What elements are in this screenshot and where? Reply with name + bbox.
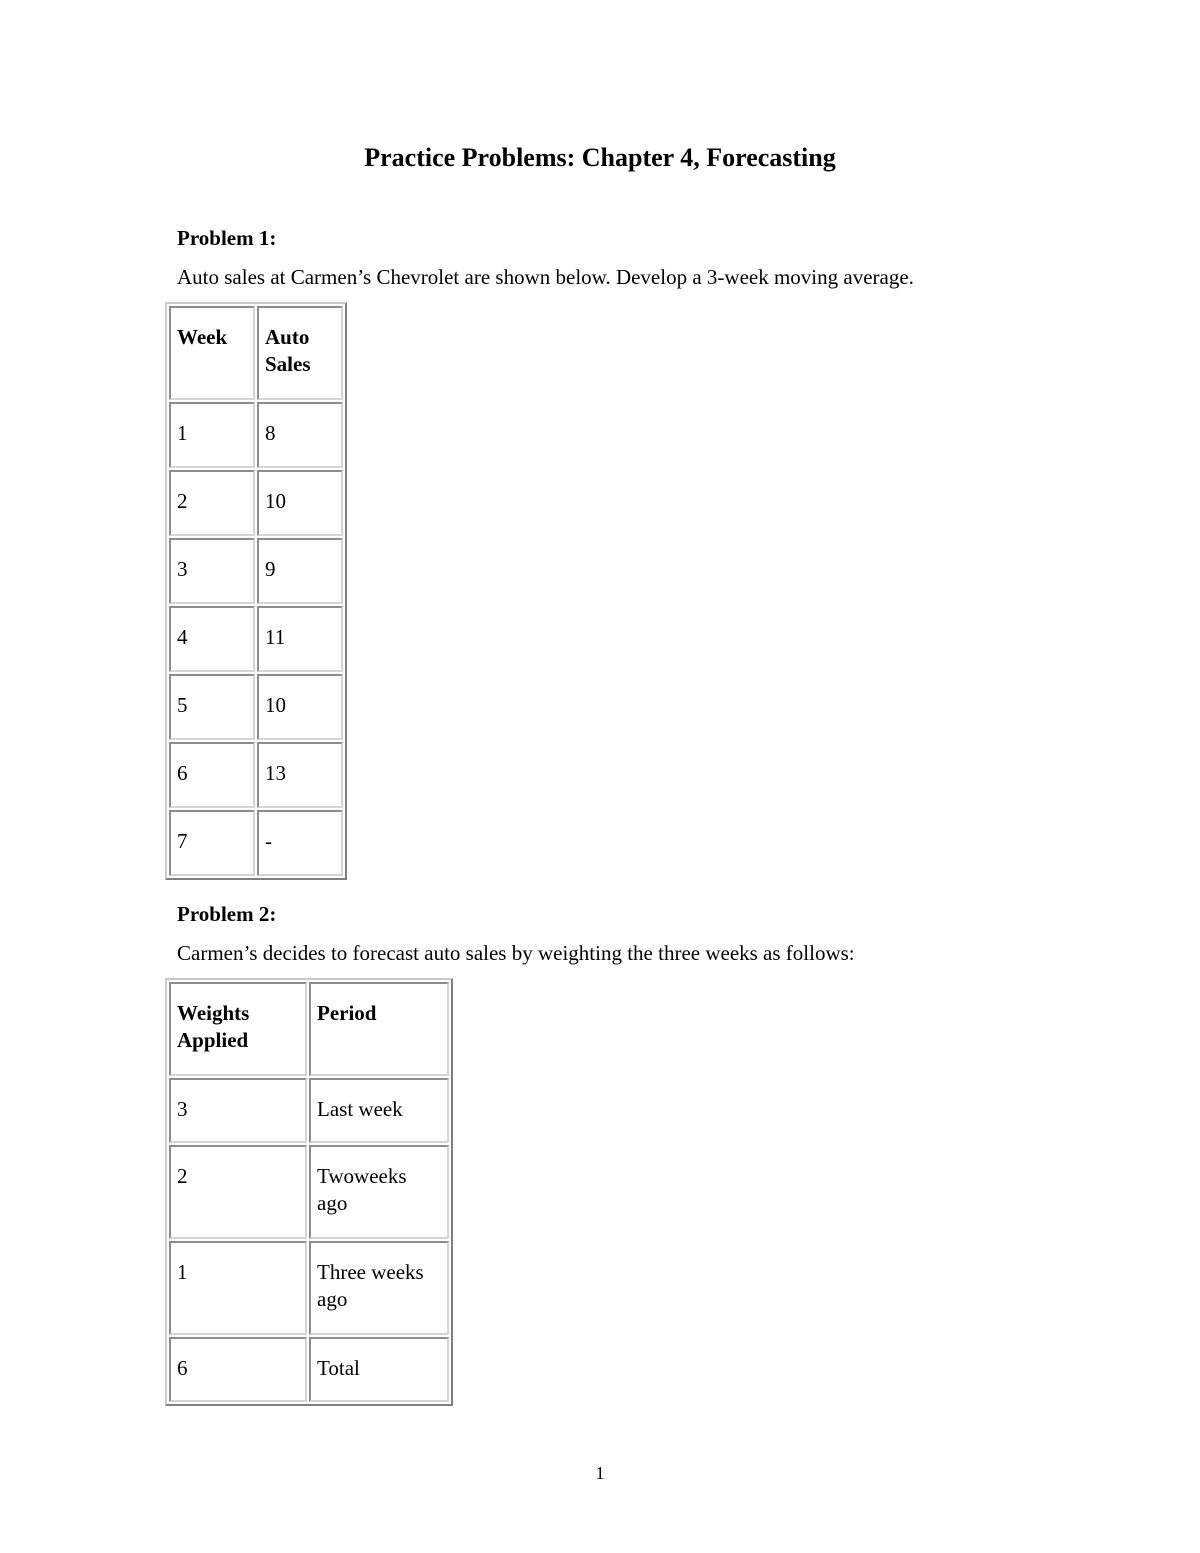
weight-cell: 3 — [169, 1078, 307, 1143]
period-cell: Twoweeks ago — [309, 1145, 449, 1239]
sales-cell: 10 — [257, 674, 343, 740]
problem-1-heading: Problem 1: — [177, 226, 277, 250]
sales-cell: 11 — [257, 606, 343, 672]
sales-cell: 9 — [257, 538, 343, 604]
table-row — [169, 1078, 449, 1143]
table-row — [169, 1241, 449, 1335]
problem-2-text: Carmen’s decides to forecast auto sales by weighting the three weeks as follows: — [177, 941, 855, 965]
table-header-row — [169, 306, 343, 400]
weight-cell: 1 — [169, 1241, 307, 1335]
page-title: Practice Problems: Chapter 4, Forecasting — [364, 143, 836, 172]
week-cell: 4 — [169, 606, 255, 672]
table-row — [169, 606, 343, 672]
header-weights-applied: Weights Applied — [169, 982, 307, 1076]
week-cell: 5 — [169, 674, 255, 740]
weight-cell: 6 — [169, 1337, 307, 1402]
header-week: Week — [169, 306, 255, 400]
period-cell: Last week — [309, 1078, 449, 1143]
period-cell: Three weeks ago — [309, 1241, 449, 1335]
weight-cell: 2 — [169, 1145, 307, 1239]
week-cell: 6 — [169, 742, 255, 808]
table-row — [169, 402, 343, 468]
header-auto-sales: Auto Sales — [257, 306, 343, 400]
table-row — [169, 1337, 449, 1402]
header-period: Period — [309, 982, 449, 1076]
table-row — [169, 674, 343, 740]
week-cell: 3 — [169, 538, 255, 604]
auto-sales-table — [165, 302, 347, 880]
week-cell: 7 — [169, 810, 255, 876]
week-cell: 1 — [169, 402, 255, 468]
table-row — [169, 1145, 449, 1239]
table-row — [169, 742, 343, 808]
week-cell: 2 — [169, 470, 255, 536]
sales-cell: 8 — [257, 402, 343, 468]
sales-cell: 10 — [257, 470, 343, 536]
page-number: 1 — [595, 1463, 605, 1483]
table-row — [169, 810, 343, 876]
problem-2-heading: Problem 2: — [177, 902, 277, 926]
sales-cell: - — [257, 810, 343, 876]
period-cell: Total — [309, 1337, 449, 1402]
table-row — [169, 470, 343, 536]
problem-1-text: Auto sales at Carmen’s Chevrolet are shown below. Develop a 3-week moving average. — [177, 265, 914, 289]
table-row — [169, 538, 343, 604]
weights-table — [165, 978, 453, 1406]
sales-cell: 13 — [257, 742, 343, 808]
table-header-row — [169, 982, 449, 1076]
